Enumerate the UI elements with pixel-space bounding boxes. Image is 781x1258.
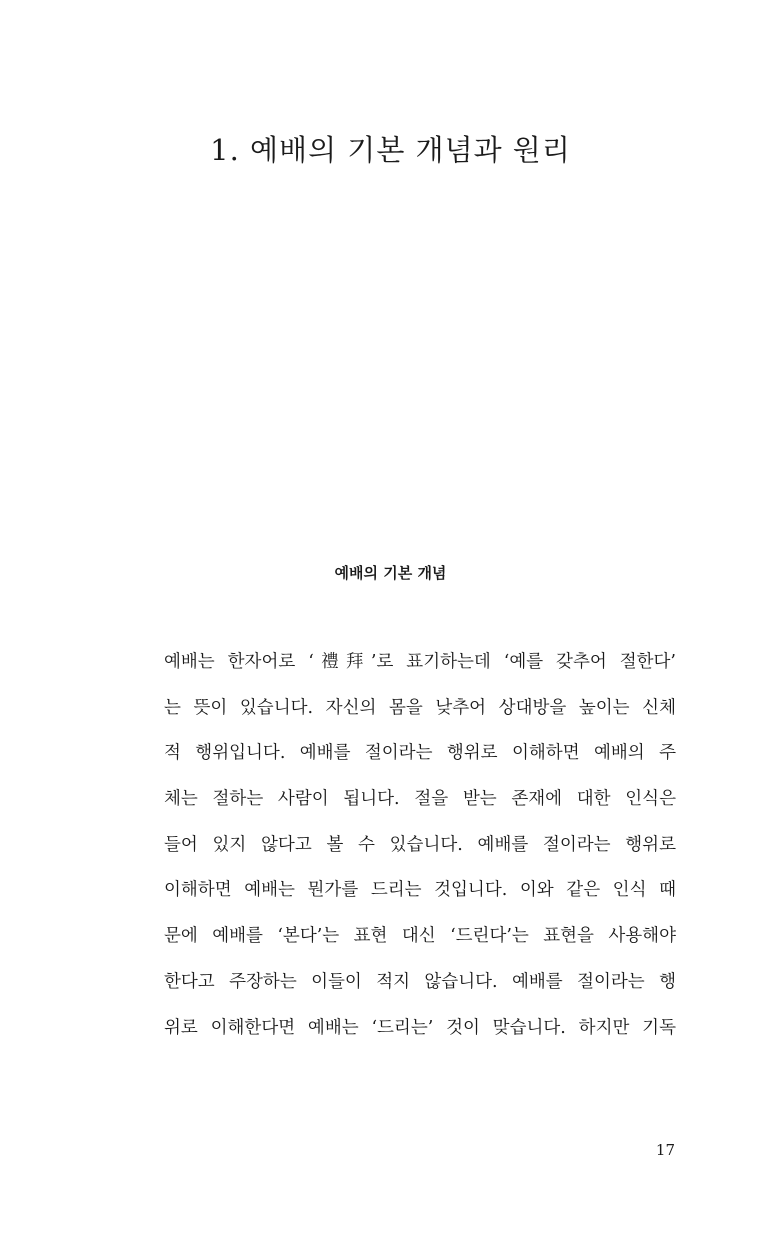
body-line: 들어 있지 않다고 볼 수 있습니다. 예배를 절이라는 행위로	[164, 834, 676, 855]
body-line: 체는 절하는 사람이 됩니다. 절을 받는 존재에 대한 인식은	[164, 789, 676, 810]
body-line: 예배는 한자어로 ‘禮拜’로 표기하는데 ‘예를 갖추어 절한다’	[164, 652, 676, 672]
chapter-title: 1. 예배의 기본 개념과 원리	[210, 133, 571, 167]
section-heading: 예배의 기본 개념	[334, 564, 447, 582]
body-line: 적 행위입니다. 예배를 절이라는 행위로 이해하면 예배의 주	[164, 743, 676, 764]
body-line: 는 뜻이 있습니다. 자신의 몸을 낮추어 상대방을 높이는 신체	[164, 697, 676, 718]
body-line: 문에 예배를 ‘본다’는 표현 대신 ‘드린다’는 표현을 사용해야	[164, 926, 676, 947]
body-line: 한다고 주장하는 이들이 적지 않습니다. 예배를 절이라는 행	[164, 971, 676, 992]
body-line: 이해하면 예배는 뭔가를 드리는 것입니다. 이와 같은 인식 때	[164, 880, 676, 901]
body-paragraph	[164, 645, 676, 1056]
page-number: 17	[655, 1141, 675, 1159]
body-line: 위로 이해한다면 예배는 ‘드리는’ 것이 맞습니다. 하지만 기독	[164, 1017, 676, 1038]
